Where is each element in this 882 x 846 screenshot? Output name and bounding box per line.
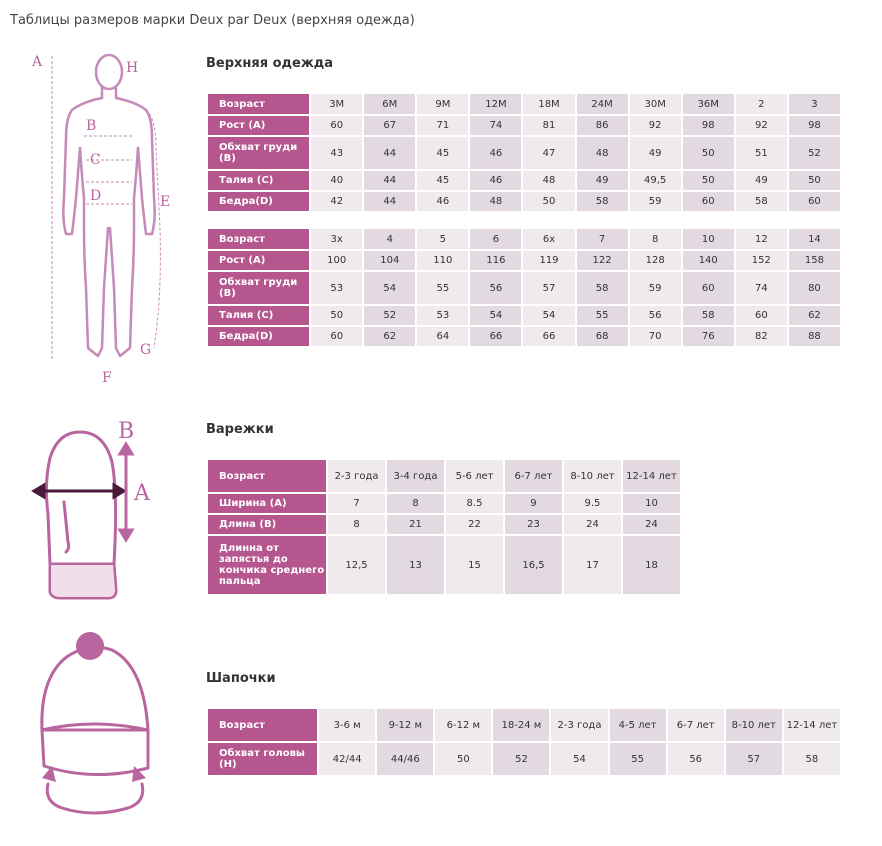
table-cell: 2-3 года — [551, 709, 607, 741]
table-cell: 23 — [505, 515, 562, 534]
table-cell: 46 — [470, 171, 521, 190]
table-cell: 45 — [417, 137, 468, 169]
label-a: A — [32, 54, 43, 70]
table-row — [208, 306, 840, 325]
table-cell: 43 — [311, 137, 362, 169]
table-cell: 55 — [610, 743, 666, 775]
table-cell: 49,5 — [630, 171, 681, 190]
table-cell: 16,5 — [505, 536, 562, 594]
table-cell: 21 — [387, 515, 444, 534]
table-cell: 60 — [311, 327, 362, 346]
table-cell: 12-14 лет — [784, 709, 840, 741]
section-title-hats: Шапочки — [206, 671, 276, 686]
outerwear-table-1 — [206, 92, 842, 213]
table-cell: 45 — [417, 171, 468, 190]
table-cell: 57 — [523, 272, 574, 304]
table-cell: 70 — [630, 327, 681, 346]
table-cell: 2 — [736, 94, 787, 114]
table-cell: 59 — [630, 272, 681, 304]
table-row — [208, 743, 840, 775]
table-cell: 6-7 лет — [668, 709, 724, 741]
table-cell: 2-3 года — [328, 460, 385, 492]
table-cell: 42/44 — [319, 743, 375, 775]
row-header: Бедра(D) — [208, 192, 309, 211]
table-cell: 8-10 лет — [726, 709, 782, 741]
table-row — [208, 272, 840, 304]
row-header: Бедра(D) — [208, 327, 309, 346]
table-cell: 6 — [470, 229, 521, 249]
table-cell: 50 — [311, 306, 362, 325]
row-header: Длинна от запястья до кончика среднего пальца — [208, 536, 326, 594]
table-cell: 74 — [736, 272, 787, 304]
table-cell: 58 — [577, 192, 628, 211]
table-cell: 55 — [577, 306, 628, 325]
table-cell: 51 — [736, 137, 787, 169]
table-cell: 53 — [311, 272, 362, 304]
table-row — [208, 137, 840, 169]
table-cell: 22 — [446, 515, 503, 534]
table-cell: 10 — [623, 494, 680, 513]
table-cell: 15 — [446, 536, 503, 594]
table-cell: 8.5 — [446, 494, 503, 513]
table-cell: 12,5 — [328, 536, 385, 594]
table-cell: 40 — [311, 171, 362, 190]
table-cell: 48 — [523, 171, 574, 190]
table-cell: 5 — [417, 229, 468, 249]
row-header: Талия (C) — [208, 306, 309, 325]
table-cell: 3-6 м — [319, 709, 375, 741]
row-header: Возраст — [208, 94, 309, 114]
table-row — [208, 515, 680, 534]
table-cell: 58 — [784, 743, 840, 775]
table-cell: 50 — [789, 171, 840, 190]
table-cell: 50 — [683, 137, 734, 169]
table-cell: 13 — [387, 536, 444, 594]
table-cell: 98 — [683, 116, 734, 135]
table-cell: 12 — [736, 229, 787, 249]
table-cell: 54 — [523, 306, 574, 325]
section-title-outerwear: Верхняя одежда — [206, 56, 334, 71]
table-row — [208, 94, 840, 114]
table-cell: 58 — [683, 306, 734, 325]
table-cell: 7 — [577, 229, 628, 249]
table-cell: 116 — [470, 251, 521, 270]
table-cell: 42 — [311, 192, 362, 211]
table-cell: 56 — [630, 306, 681, 325]
table-cell: 60 — [311, 116, 362, 135]
table-cell: 46 — [470, 137, 521, 169]
table-cell: 4-5 лет — [610, 709, 666, 741]
table-cell: 52 — [789, 137, 840, 169]
table-cell: 44 — [364, 137, 415, 169]
table-cell: 54 — [470, 306, 521, 325]
table-cell: 50 — [523, 192, 574, 211]
table-cell: 18M — [523, 94, 574, 114]
table-cell: 54 — [551, 743, 607, 775]
table-cell: 110 — [417, 251, 468, 270]
label-b: B — [86, 118, 97, 134]
hat-measurement-figure — [28, 626, 168, 822]
table-cell: 55 — [417, 272, 468, 304]
table-row — [208, 251, 840, 270]
table-cell: 3M — [311, 94, 362, 114]
table-cell: 17 — [564, 536, 621, 594]
table-cell: 140 — [683, 251, 734, 270]
table-cell: 81 — [523, 116, 574, 135]
table-cell: 68 — [577, 327, 628, 346]
table-cell: 50 — [435, 743, 491, 775]
table-cell: 6x — [523, 229, 574, 249]
table-row — [208, 192, 840, 211]
table-cell: 158 — [789, 251, 840, 270]
table-cell: 6-12 м — [435, 709, 491, 741]
table-cell: 119 — [523, 251, 574, 270]
outerwear-table-2 — [206, 227, 842, 348]
table-cell: 86 — [577, 116, 628, 135]
table-cell: 66 — [523, 327, 574, 346]
table-cell: 3-4 года — [387, 460, 444, 492]
table-cell: 100 — [311, 251, 362, 270]
table-cell: 54 — [364, 272, 415, 304]
table-row — [208, 536, 680, 594]
table-cell: 66 — [470, 327, 521, 346]
table-cell: 49 — [736, 171, 787, 190]
table-cell: 49 — [577, 171, 628, 190]
table-cell: 3x — [311, 229, 362, 249]
table-cell: 24 — [623, 515, 680, 534]
table-cell: 58 — [736, 192, 787, 211]
label-e: E — [160, 194, 171, 210]
page-title: Таблицы размеров марки Deux par Deux (верхняя одежда) — [10, 13, 415, 28]
label-c: C — [90, 152, 101, 168]
table-cell: 47 — [523, 137, 574, 169]
table-cell: 46 — [417, 192, 468, 211]
table-row — [208, 494, 680, 513]
table-cell: 53 — [417, 306, 468, 325]
table-cell: 152 — [736, 251, 787, 270]
table-cell: 67 — [364, 116, 415, 135]
table-cell: 52 — [364, 306, 415, 325]
table-cell: 76 — [683, 327, 734, 346]
table-cell: 62 — [364, 327, 415, 346]
mitten-label-a: A — [134, 481, 150, 506]
table-cell: 36M — [683, 94, 734, 114]
table-cell: 50 — [683, 171, 734, 190]
table-cell: 88 — [789, 327, 840, 346]
table-cell: 6M — [364, 94, 415, 114]
table-cell: 9 — [505, 494, 562, 513]
table-cell: 60 — [789, 192, 840, 211]
table-cell: 60 — [736, 306, 787, 325]
table-cell: 92 — [736, 116, 787, 135]
table-cell: 44/46 — [377, 743, 433, 775]
table-cell: 5-6 лет — [446, 460, 503, 492]
mitten-label-b: B — [118, 419, 135, 444]
table-cell: 14 — [789, 229, 840, 249]
table-cell: 74 — [470, 116, 521, 135]
table-cell: 10 — [683, 229, 734, 249]
label-h: H — [126, 60, 139, 76]
body-measurement-figure — [22, 48, 192, 388]
row-header: Обхват груди (B) — [208, 272, 309, 304]
row-header: Длина (В) — [208, 515, 326, 534]
table-cell: 48 — [470, 192, 521, 211]
table-cell: 18-24 м — [493, 709, 549, 741]
table-cell: 12M — [470, 94, 521, 114]
row-header: Возраст — [208, 229, 309, 249]
table-cell: 3 — [789, 94, 840, 114]
row-header: Возраст — [208, 709, 317, 741]
table-row — [208, 171, 840, 190]
table-cell: 57 — [726, 743, 782, 775]
table-cell: 44 — [364, 171, 415, 190]
table-cell: 48 — [577, 137, 628, 169]
table-cell: 44 — [364, 192, 415, 211]
table-cell: 80 — [789, 272, 840, 304]
row-header: Рост (A) — [208, 116, 309, 135]
table-cell: 92 — [630, 116, 681, 135]
row-header: Возраст — [208, 460, 326, 492]
table-cell: 71 — [417, 116, 468, 135]
label-g: G — [140, 342, 152, 358]
row-header: Обхват груди (B) — [208, 137, 309, 169]
table-cell: 98 — [789, 116, 840, 135]
table-cell: 60 — [683, 272, 734, 304]
table-cell: 104 — [364, 251, 415, 270]
row-header: Талия (C) — [208, 171, 309, 190]
row-header: Рост (A) — [208, 251, 309, 270]
table-row — [208, 327, 840, 346]
table-cell: 60 — [683, 192, 734, 211]
table-cell: 8 — [328, 515, 385, 534]
table-cell: 9.5 — [564, 494, 621, 513]
table-row — [208, 116, 840, 135]
row-header: Ширина (А) — [208, 494, 326, 513]
table-cell: 128 — [630, 251, 681, 270]
table-cell: 24M — [577, 94, 628, 114]
table-cell: 52 — [493, 743, 549, 775]
table-row — [208, 709, 840, 741]
table-cell: 58 — [577, 272, 628, 304]
table-cell: 59 — [630, 192, 681, 211]
table-cell: 30M — [630, 94, 681, 114]
table-cell: 9-12 м — [377, 709, 433, 741]
label-d: D — [90, 188, 102, 204]
table-cell: 9M — [417, 94, 468, 114]
label-f: F — [102, 370, 112, 386]
table-cell: 18 — [623, 536, 680, 594]
table-cell: 8-10 лет — [564, 460, 621, 492]
table-cell: 24 — [564, 515, 621, 534]
table-cell: 56 — [470, 272, 521, 304]
table-cell: 56 — [668, 743, 724, 775]
table-cell: 6-7 лет — [505, 460, 562, 492]
mitten-measurement-figure — [28, 414, 168, 604]
table-cell: 7 — [328, 494, 385, 513]
table-cell: 49 — [630, 137, 681, 169]
hats-table — [206, 707, 842, 777]
row-header: Обхват головы (Н) — [208, 743, 317, 775]
mittens-table — [206, 458, 682, 596]
table-cell: 82 — [736, 327, 787, 346]
table-cell: 64 — [417, 327, 468, 346]
table-cell: 12-14 лет — [623, 460, 680, 492]
table-cell: 8 — [630, 229, 681, 249]
table-cell: 8 — [387, 494, 444, 513]
table-cell: 4 — [364, 229, 415, 249]
table-cell: 62 — [789, 306, 840, 325]
section-title-mittens: Варежки — [206, 422, 274, 437]
table-row — [208, 460, 680, 492]
table-cell: 122 — [577, 251, 628, 270]
table-row — [208, 229, 840, 249]
